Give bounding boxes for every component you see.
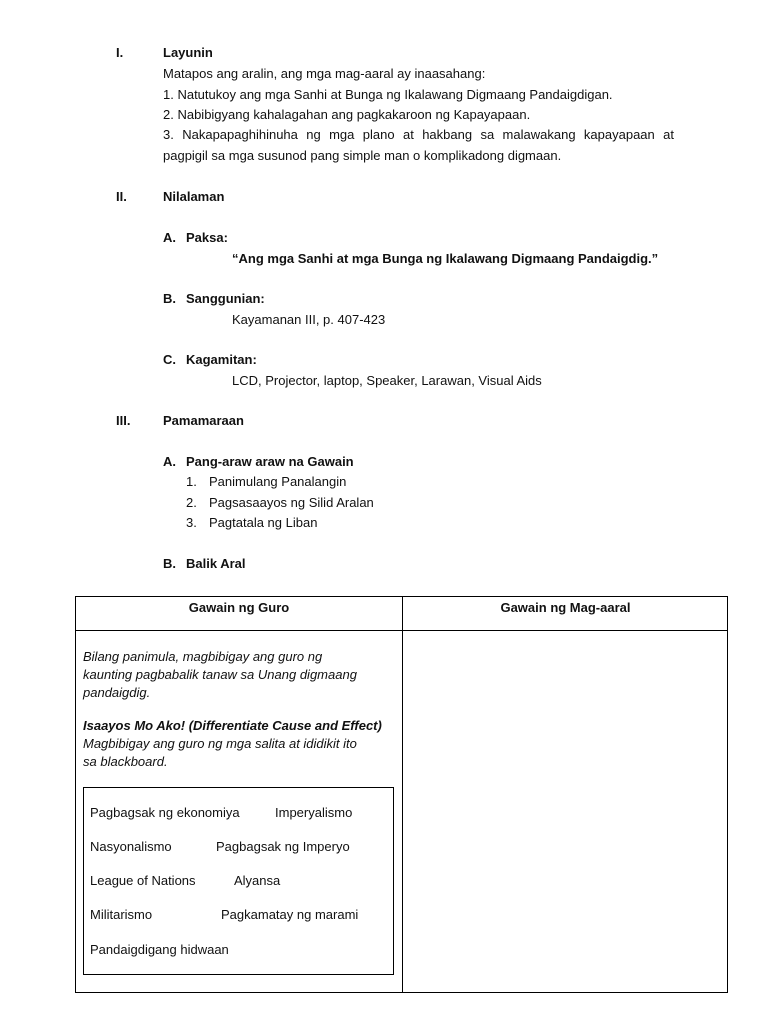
gawain-item-1: Panimulang Panalangin	[209, 474, 347, 489]
objective-1: 1. Natutukoy ang mga Sanhi at Bunga ng Ikalawang Digmaang Pandaigdigan.	[163, 87, 613, 102]
activity-title: Isaayos Mo Ako! (Differentiate Cause and Effect)	[83, 718, 382, 733]
column-divider	[402, 597, 403, 992]
intro-line-3: pandaigdig.	[83, 685, 151, 700]
word-item: Militarismo	[90, 907, 153, 922]
section-2-title: Nilalaman	[163, 189, 225, 204]
word-item: Alyansa	[234, 873, 281, 888]
intro-line-1: Bilang panimula, magbibigay ang guro ng	[83, 649, 323, 664]
paksa-letter: A.	[163, 230, 176, 245]
gawain-item-3-num: 3.	[186, 515, 197, 530]
gawain-item-2-num: 2.	[186, 495, 197, 510]
balik-letter: B.	[163, 556, 176, 571]
gawain-label: Pang-araw araw na Gawain	[186, 454, 354, 469]
section-3-title: Pamamaraan	[163, 413, 244, 428]
paksa-value: “Ang mga Sanhi at mga Bunga ng Ikalawang Digmaang Pandaigdig.”	[232, 251, 659, 266]
section-1-numeral: I.	[116, 45, 124, 60]
activity-desc-line-2: sa blackboard.	[83, 754, 168, 769]
word-item: Pandaigdigang hidwaan	[90, 942, 229, 957]
word-item: League of Nations	[90, 873, 196, 888]
gawain-item-1-num: 1.	[186, 474, 197, 489]
objective-3-continuation: pagpigil sa mga susunod pang simple man o komplikadong digmaan.	[163, 148, 562, 163]
section-3-numeral: III.	[116, 413, 131, 428]
sanggunian-letter: B.	[163, 291, 176, 306]
student-column-header: Gawain ng Mag-aaral	[500, 600, 631, 615]
objectives-intro: Matapos ang aralin, ang mga mag-aaral ay inaasahang:	[163, 66, 486, 81]
kagamitan-label: Kagamitan:	[186, 352, 257, 367]
paksa-label: Paksa:	[186, 230, 228, 245]
section-1-title: Layunin	[163, 45, 213, 60]
section-2-numeral: II.	[116, 189, 127, 204]
gawain-item-3: Pagtatala ng Liban	[209, 515, 318, 530]
objective-2: 2. Nabibigyang kahalagahan ang pagkakaroon ng Kapayapaan.	[163, 107, 531, 122]
teacher-column-header: Gawain ng Guro	[188, 600, 290, 615]
word-item: Nasyonalismo	[90, 839, 172, 854]
gawain-item-2: Pagsasaayos ng Silid Aralan	[209, 495, 374, 510]
word-item: Pagbagsak ng ekonomiya	[90, 805, 240, 820]
word-item: Pagkamatay ng marami	[221, 907, 359, 922]
sanggunian-value: Kayamanan III, p. 407-423	[232, 312, 386, 327]
intro-line-2: kaunting pagbabalik tanaw sa Unang digmaang	[83, 667, 357, 682]
balik-label: Balik Aral	[186, 556, 246, 571]
word-item: Pagbagsak ng Imperyo	[216, 839, 350, 854]
word-item: Imperyalismo	[275, 805, 353, 820]
sanggunian-label: Sanggunian:	[186, 291, 265, 306]
activity-desc-line-1: Magbibigay ang guro ng mga salita at ididikit ito	[83, 736, 357, 751]
kagamitan-value: LCD, Projector, laptop, Speaker, Larawan, Visual Aids	[232, 373, 542, 388]
objective-3: 3. Nakapapaghihinuha ng mga plano at hakbang sa malawakang kapayapaan at	[163, 127, 674, 142]
gawain-letter: A.	[163, 454, 176, 469]
kagamitan-letter: C.	[163, 352, 176, 367]
